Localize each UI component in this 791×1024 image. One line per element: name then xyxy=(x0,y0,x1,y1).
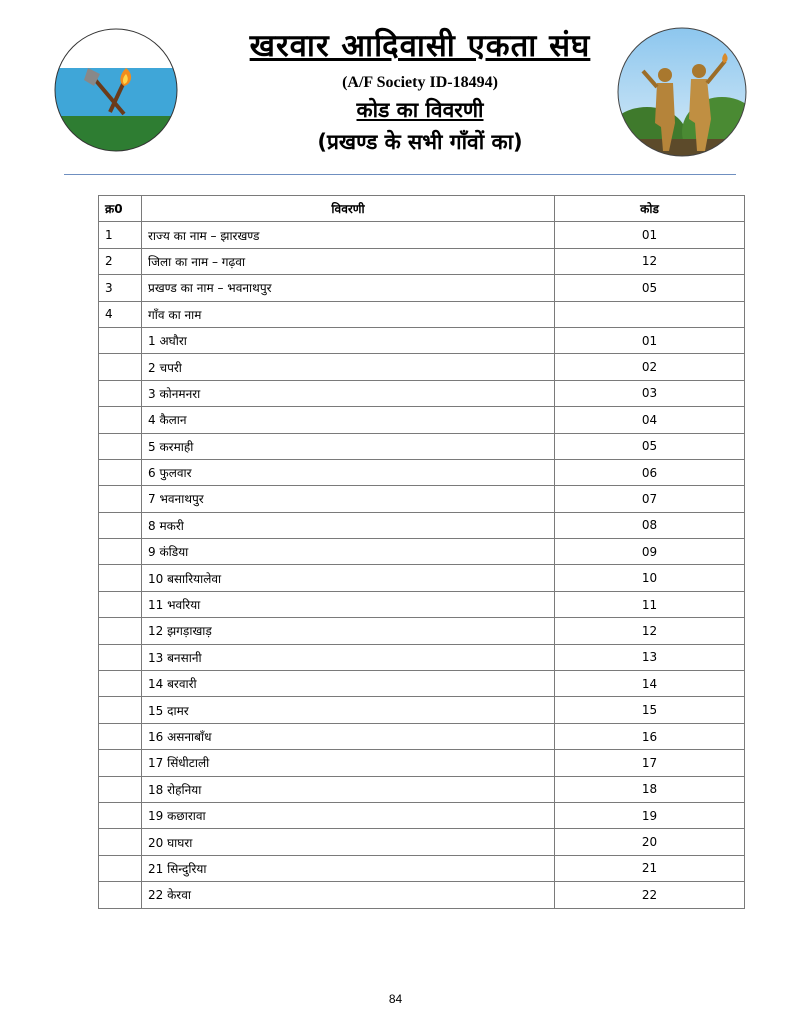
row-code: 14 xyxy=(555,671,745,697)
table-row xyxy=(99,565,745,591)
row-description: 2 चपरी xyxy=(142,354,555,380)
row-code: 02 xyxy=(555,354,745,380)
row-serial xyxy=(99,802,142,828)
row-description: 13 बनसानी xyxy=(142,644,555,670)
row-description: 16 असनाबाँध xyxy=(142,723,555,749)
row-serial xyxy=(99,591,142,617)
row-code: 18 xyxy=(555,776,745,802)
header-serial: क्र0 xyxy=(99,196,142,222)
row-description: गाँव का नाम xyxy=(142,301,555,327)
row-code: 10 xyxy=(555,565,745,591)
row-code: 19 xyxy=(555,802,745,828)
row-code: 05 xyxy=(555,275,745,301)
header-code: कोड xyxy=(555,196,745,222)
row-code: 05 xyxy=(555,433,745,459)
table-row xyxy=(99,776,745,802)
row-description: 22 केरवा xyxy=(142,882,555,908)
table-row xyxy=(99,301,745,327)
table-row xyxy=(99,275,745,301)
row-serial xyxy=(99,539,142,565)
row-code: 07 xyxy=(555,486,745,512)
table-row xyxy=(99,697,745,723)
table-row xyxy=(99,591,745,617)
table-row xyxy=(99,354,745,380)
row-description: 6 फुलवार xyxy=(142,459,555,485)
document-subtitle: कोड का विवरणी xyxy=(356,98,484,122)
row-description: 9 कंडिया xyxy=(142,539,555,565)
row-serial xyxy=(99,459,142,485)
row-serial xyxy=(99,512,142,538)
table-row xyxy=(99,222,745,248)
row-serial xyxy=(99,407,142,433)
page-number: 84 xyxy=(388,992,403,1006)
row-code: 12 xyxy=(555,618,745,644)
row-code: 06 xyxy=(555,459,745,485)
row-description: 12 झगड़ाखाड़ xyxy=(142,618,555,644)
row-code: 22 xyxy=(555,882,745,908)
row-serial xyxy=(99,697,142,723)
village-code-table xyxy=(98,195,745,909)
row-code: 17 xyxy=(555,750,745,776)
flag-logo xyxy=(54,28,178,152)
row-description: 18 रोहनिया xyxy=(142,776,555,802)
row-code: 09 xyxy=(555,539,745,565)
row-code: 01 xyxy=(555,222,745,248)
registration-id: (A/F Society ID-18494) xyxy=(342,74,498,91)
row-description: 20 घाघरा xyxy=(142,829,555,855)
table-row xyxy=(99,723,745,749)
row-description: 11 भवरिया xyxy=(142,591,555,617)
statues-photo xyxy=(617,27,747,157)
row-description: 17 सिंधीटाली xyxy=(142,750,555,776)
row-code: 12 xyxy=(555,248,745,274)
header-divider xyxy=(64,174,736,175)
row-description: 1 अघौरा xyxy=(142,327,555,353)
row-code: 01 xyxy=(555,327,745,353)
table-row xyxy=(99,802,745,828)
table-row xyxy=(99,671,745,697)
row-description: राज्य का नाम – झारखण्ड xyxy=(142,222,555,248)
row-serial: 4 xyxy=(99,301,142,327)
row-serial: 1 xyxy=(99,222,142,248)
row-serial xyxy=(99,776,142,802)
table-row xyxy=(99,380,745,406)
row-description: 10 बसारियालेवा xyxy=(142,565,555,591)
table-row xyxy=(99,327,745,353)
table-row xyxy=(99,882,745,908)
row-description: 14 बरवारी xyxy=(142,671,555,697)
row-serial xyxy=(99,433,142,459)
row-description: 5 करमाही xyxy=(142,433,555,459)
row-serial xyxy=(99,380,142,406)
row-serial xyxy=(99,354,142,380)
table-row xyxy=(99,407,745,433)
row-serial xyxy=(99,882,142,908)
row-serial xyxy=(99,723,142,749)
row-serial xyxy=(99,565,142,591)
row-code: 08 xyxy=(555,512,745,538)
row-code: 20 xyxy=(555,829,745,855)
row-code: 13 xyxy=(555,644,745,670)
row-code: 11 xyxy=(555,591,745,617)
table-row xyxy=(99,829,745,855)
row-description: प्रखण्ड का नाम – भवनाथपुर xyxy=(142,275,555,301)
table-row xyxy=(99,433,745,459)
organization-title: खरवार आदिवासी एकता संघ xyxy=(249,28,591,64)
row-code: 03 xyxy=(555,380,745,406)
row-code: 16 xyxy=(555,723,745,749)
row-code: 15 xyxy=(555,697,745,723)
row-serial xyxy=(99,750,142,776)
table-row xyxy=(99,539,745,565)
row-code: 21 xyxy=(555,855,745,881)
row-serial: 2 xyxy=(99,248,142,274)
row-serial xyxy=(99,855,142,881)
row-serial xyxy=(99,327,142,353)
row-code xyxy=(555,301,745,327)
table-row xyxy=(99,618,745,644)
table-row xyxy=(99,644,745,670)
table-row xyxy=(99,486,745,512)
row-serial xyxy=(99,618,142,644)
row-description: 21 सिन्दुरिया xyxy=(142,855,555,881)
table-header-row xyxy=(99,196,745,222)
row-description: जिला का नाम – गढ़वा xyxy=(142,248,555,274)
row-description: 7 भवनाथपुर xyxy=(142,486,555,512)
row-description: 15 दामर xyxy=(142,697,555,723)
row-serial: 3 xyxy=(99,275,142,301)
table-row xyxy=(99,459,745,485)
row-description: 4 कैलान xyxy=(142,407,555,433)
row-description: 19 कछारावा xyxy=(142,802,555,828)
table-row xyxy=(99,248,745,274)
row-code: 04 xyxy=(555,407,745,433)
table-row xyxy=(99,512,745,538)
row-serial xyxy=(99,644,142,670)
row-serial xyxy=(99,486,142,512)
table-row xyxy=(99,855,745,881)
table-row xyxy=(99,750,745,776)
row-serial xyxy=(99,829,142,855)
header-description: विवरणी xyxy=(142,196,555,222)
row-description: 8 मकरी xyxy=(142,512,555,538)
row-serial xyxy=(99,671,142,697)
document-subtitle-scope: (प्रखण्ड के सभी गाँवों का) xyxy=(317,130,523,154)
row-description: 3 कोनमनरा xyxy=(142,380,555,406)
